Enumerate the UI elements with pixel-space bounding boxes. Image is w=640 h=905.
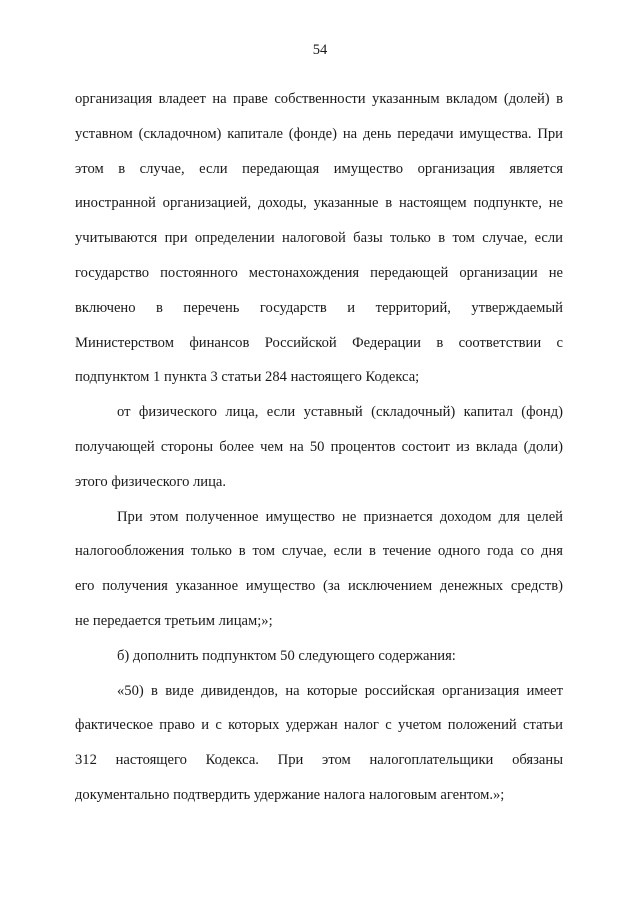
text-line: иностранной организацией, доходы, указанные в настоящем подпункте, не xyxy=(75,195,563,212)
paragraph xyxy=(75,82,563,395)
text-line: получающей стороны более чем на 50 процентов состоит из вклада (доли) xyxy=(75,438,563,455)
text-line: его получения указанное имущество (за исключением денежных средств) xyxy=(75,578,563,595)
text-line: организация владеет на праве собственности указанным вкладом (долей) в xyxy=(75,91,563,107)
document-body xyxy=(75,82,563,813)
text-line: не передается третьим лицам;»; xyxy=(75,612,273,629)
text-line: «50) в виде дивидендов, на которые российская организация имеет xyxy=(117,682,563,699)
paragraph xyxy=(75,500,563,639)
paragraph xyxy=(75,674,563,813)
text-line: уставном (складочном) капитале (фонде) на день передачи имущества. При xyxy=(75,125,563,142)
text-line: от физического лица, если уставный (складочный) капитал (фонд) xyxy=(117,404,563,421)
text-line: государство постоянного местонахождения передающей организации не xyxy=(75,264,563,281)
text-line: налогообложения только в том случае, если в течение одного года со дня xyxy=(75,543,563,560)
text-line: документально подтвердить удержание налога налоговым агентом.»; xyxy=(75,786,505,803)
paragraph xyxy=(75,639,563,674)
text-line: подпунктом 1 пункта 3 статьи 284 настоящего Кодекса; xyxy=(75,369,420,386)
text-line: Министерством финансов Российской Федерации в соответствии с xyxy=(75,334,563,351)
page-number: 54 xyxy=(312,42,328,58)
text-line: этом в случае, если передающая имущество организация является xyxy=(75,160,563,177)
text-line: 312 настоящего Кодекса. При этом налогоплательщики обязаны xyxy=(75,752,563,769)
text-line: б) дополнить подпунктом 50 следующего содержания: xyxy=(117,647,456,664)
text-line: При этом полученное имущество не признается доходом для целей xyxy=(117,508,563,525)
paragraph xyxy=(75,395,563,499)
text-line: этого физического лица. xyxy=(75,473,227,490)
text-line: фактическое право и с которых удержан налог с учетом положений статьи xyxy=(75,717,563,734)
text-line: учитываются при определении налоговой базы только в том случае, если xyxy=(75,230,563,247)
text-line: включено в перечень государств и территорий, утверждаемый xyxy=(75,299,563,316)
